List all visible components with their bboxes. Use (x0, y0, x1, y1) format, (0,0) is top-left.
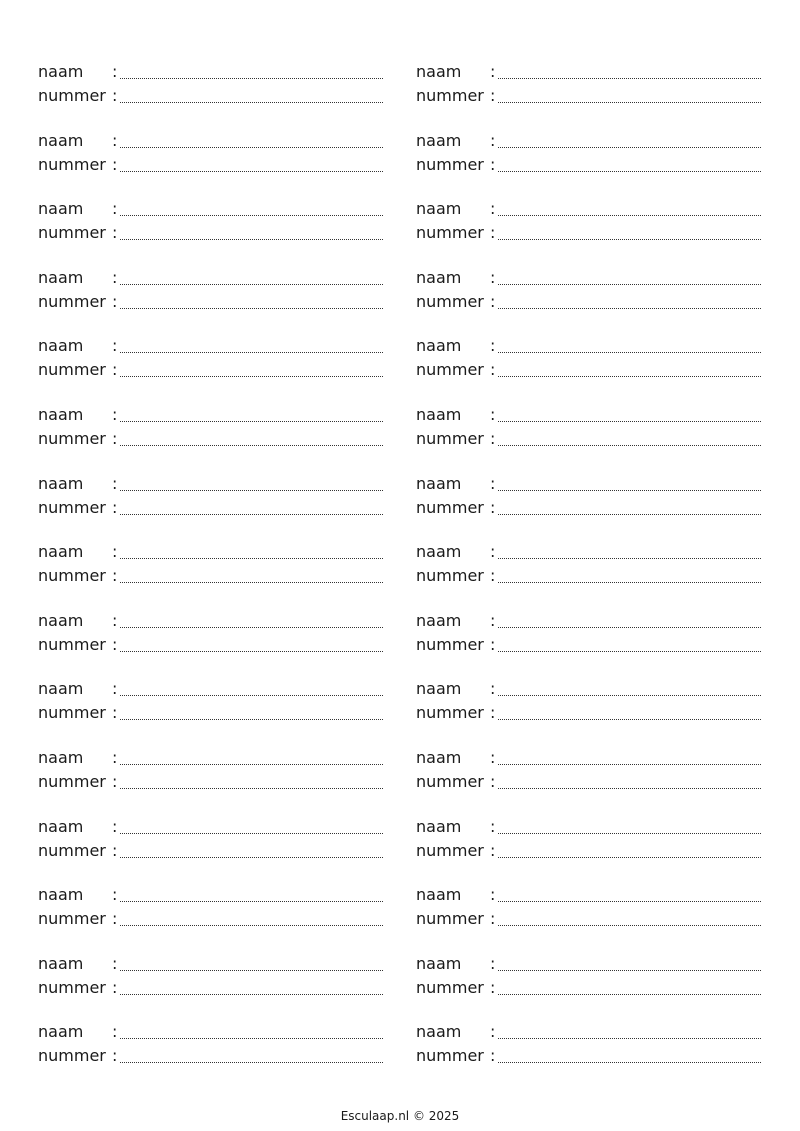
number-colon: : (112, 977, 118, 997)
number-write-line (498, 582, 761, 583)
label-block (416, 131, 761, 181)
label-block (416, 954, 761, 1004)
name-label: naam (38, 130, 84, 150)
number-colon: : (490, 223, 496, 243)
label-block (38, 542, 383, 592)
name-colon: : (490, 542, 496, 562)
name-label: naam (38, 199, 84, 219)
name-colon: : (112, 473, 118, 493)
name-label: naam (416, 610, 462, 630)
number-label: nummer (416, 497, 484, 517)
name-write-line (498, 901, 761, 902)
name-colon: : (490, 1022, 496, 1042)
name-line (416, 405, 761, 429)
name-colon: : (490, 610, 496, 630)
name-colon: : (112, 336, 118, 356)
number-write-line (120, 376, 383, 377)
name-line (416, 1022, 761, 1046)
number-write-line (498, 925, 761, 926)
name-line (416, 474, 761, 498)
label-block (38, 817, 383, 867)
name-line (416, 542, 761, 566)
number-write-line (498, 239, 761, 240)
number-line (416, 703, 761, 727)
name-line (416, 62, 761, 86)
name-write-line (498, 78, 761, 79)
number-colon: : (112, 497, 118, 517)
name-colon: : (490, 679, 496, 699)
number-line (38, 223, 383, 247)
number-line (38, 360, 383, 384)
number-colon: : (490, 703, 496, 723)
number-label: nummer (38, 154, 106, 174)
number-label: nummer (416, 566, 484, 586)
number-label: nummer (416, 360, 484, 380)
name-line (38, 611, 383, 635)
name-line (416, 748, 761, 772)
name-label: naam (416, 953, 462, 973)
name-write-line (498, 490, 761, 491)
name-write-line (120, 901, 383, 902)
number-colon: : (112, 909, 118, 929)
label-block (38, 611, 383, 661)
number-write-line (120, 651, 383, 652)
number-label: nummer (38, 1046, 106, 1066)
number-write-line (120, 308, 383, 309)
name-label: naam (38, 885, 84, 905)
name-colon: : (490, 405, 496, 424)
name-write-line (120, 78, 383, 79)
label-block (38, 405, 383, 455)
number-line (416, 841, 761, 865)
name-write-line (498, 284, 761, 285)
number-line (416, 1046, 761, 1070)
number-line (38, 772, 383, 796)
number-line (38, 1046, 383, 1070)
number-colon: : (490, 1046, 496, 1066)
label-block (38, 885, 383, 935)
label-block (416, 336, 761, 386)
name-colon: : (112, 130, 118, 150)
name-line (416, 611, 761, 635)
name-write-line (120, 421, 383, 422)
number-label: nummer (416, 223, 484, 243)
name-write-line (498, 147, 761, 148)
number-line (416, 155, 761, 179)
number-line (416, 635, 761, 659)
number-write-line (498, 788, 761, 789)
number-label: nummer (38, 497, 106, 517)
name-colon: : (490, 473, 496, 493)
name-write-line (498, 1038, 761, 1039)
number-colon: : (490, 840, 496, 860)
number-label: nummer (38, 429, 106, 448)
name-colon: : (490, 62, 496, 81)
name-label: naam (416, 816, 462, 836)
number-colon: : (490, 86, 496, 105)
name-write-line (120, 695, 383, 696)
name-colon: : (490, 267, 496, 287)
name-write-line (498, 627, 761, 628)
name-line (38, 679, 383, 703)
name-line (38, 885, 383, 909)
number-colon: : (112, 1046, 118, 1066)
number-colon: : (490, 497, 496, 517)
name-label: naam (38, 748, 84, 767)
number-colon: : (112, 223, 118, 243)
number-colon: : (490, 977, 496, 997)
name-colon: : (490, 199, 496, 219)
label-block (38, 268, 383, 318)
number-write-line (120, 788, 383, 789)
name-line (38, 954, 383, 978)
number-write-line (120, 994, 383, 995)
number-write-line (498, 514, 761, 515)
number-label: nummer (38, 977, 106, 997)
label-block (416, 268, 761, 318)
number-write-line (498, 857, 761, 858)
number-colon: : (490, 291, 496, 311)
name-colon: : (112, 953, 118, 973)
name-line (416, 336, 761, 360)
name-write-line (120, 1038, 383, 1039)
name-label: naam (416, 748, 462, 767)
name-colon: : (490, 336, 496, 356)
number-line (38, 909, 383, 933)
name-label: naam (416, 336, 462, 356)
name-colon: : (112, 267, 118, 287)
name-label: naam (416, 199, 462, 219)
label-block (416, 679, 761, 729)
number-write-line (120, 719, 383, 720)
number-line (416, 86, 761, 110)
name-label: naam (416, 473, 462, 493)
number-line (416, 909, 761, 933)
label-block (38, 131, 383, 181)
name-label: naam (416, 679, 462, 699)
name-write-line (120, 284, 383, 285)
label-block (416, 405, 761, 455)
number-label: nummer (416, 977, 484, 997)
number-line (416, 360, 761, 384)
number-write-line (498, 102, 761, 103)
number-label: nummer (38, 909, 106, 929)
label-block (416, 611, 761, 661)
name-line (416, 817, 761, 841)
number-write-line (120, 514, 383, 515)
name-colon: : (112, 405, 118, 424)
footer-copyright: Esculaap.nl © 2025 (340, 1109, 460, 1123)
label-block (38, 199, 383, 249)
number-write-line (120, 925, 383, 926)
number-line (38, 635, 383, 659)
number-label: nummer (416, 703, 484, 723)
number-write-line (498, 1062, 761, 1063)
number-label: nummer (38, 703, 106, 723)
label-block (416, 62, 761, 112)
name-colon: : (112, 199, 118, 219)
number-colon: : (490, 429, 496, 448)
name-write-line (498, 352, 761, 353)
name-colon: : (490, 953, 496, 973)
number-line (38, 292, 383, 316)
name-colon: : (112, 542, 118, 562)
name-line (416, 679, 761, 703)
number-colon: : (490, 154, 496, 174)
label-block (38, 474, 383, 524)
number-write-line (120, 171, 383, 172)
number-line (416, 978, 761, 1002)
name-colon: : (112, 885, 118, 905)
number-label: nummer (416, 634, 484, 654)
number-label: nummer (38, 360, 106, 380)
name-line (38, 336, 383, 360)
number-colon: : (112, 703, 118, 723)
name-label: naam (38, 62, 84, 81)
name-line (416, 199, 761, 223)
name-label: naam (38, 336, 84, 356)
name-colon: : (112, 610, 118, 630)
name-write-line (498, 764, 761, 765)
name-label: naam (416, 62, 462, 81)
name-line (38, 199, 383, 223)
number-colon: : (112, 291, 118, 311)
name-write-line (120, 352, 383, 353)
number-line (38, 155, 383, 179)
number-line (38, 498, 383, 522)
name-label: naam (38, 1022, 84, 1042)
number-write-line (120, 857, 383, 858)
name-colon: : (490, 816, 496, 836)
name-label: naam (38, 542, 84, 562)
name-line (416, 885, 761, 909)
name-write-line (120, 490, 383, 491)
number-label: nummer (416, 840, 484, 860)
number-line (416, 772, 761, 796)
number-label: nummer (38, 772, 106, 791)
number-line (38, 978, 383, 1002)
number-colon: : (112, 634, 118, 654)
number-line (38, 841, 383, 865)
name-label: naam (38, 405, 84, 424)
number-label: nummer (416, 909, 484, 929)
number-write-line (498, 651, 761, 652)
name-line (416, 131, 761, 155)
number-label: nummer (416, 291, 484, 311)
name-label: naam (416, 1022, 462, 1042)
number-label: nummer (38, 634, 106, 654)
name-label: naam (416, 405, 462, 424)
name-label: naam (38, 473, 84, 493)
number-colon: : (112, 772, 118, 791)
name-write-line (120, 627, 383, 628)
name-colon: : (112, 1022, 118, 1042)
number-write-line (120, 582, 383, 583)
name-label: naam (416, 885, 462, 905)
number-line (38, 703, 383, 727)
name-write-line (120, 215, 383, 216)
name-line (416, 268, 761, 292)
name-label: naam (416, 542, 462, 562)
number-write-line (120, 445, 383, 446)
label-block (38, 679, 383, 729)
name-write-line (498, 833, 761, 834)
number-line (38, 429, 383, 453)
number-label: nummer (38, 566, 106, 586)
number-write-line (498, 719, 761, 720)
number-line (416, 566, 761, 590)
name-write-line (120, 970, 383, 971)
number-line (38, 86, 383, 110)
number-colon: : (490, 634, 496, 654)
label-block (38, 336, 383, 386)
label-block (416, 474, 761, 524)
number-label: nummer (416, 772, 484, 791)
number-colon: : (490, 772, 496, 791)
name-line (416, 954, 761, 978)
number-colon: : (112, 86, 118, 105)
number-label: nummer (416, 86, 484, 105)
number-write-line (120, 1062, 383, 1063)
name-colon: : (112, 748, 118, 767)
label-block (38, 954, 383, 1004)
number-write-line (498, 376, 761, 377)
name-line (38, 131, 383, 155)
label-block (416, 542, 761, 592)
number-colon: : (112, 360, 118, 380)
name-label: naam (38, 610, 84, 630)
number-colon: : (112, 566, 118, 586)
name-line (38, 62, 383, 86)
label-block (416, 748, 761, 798)
name-label: naam (416, 130, 462, 150)
name-line (38, 748, 383, 772)
name-write-line (498, 421, 761, 422)
name-write-line (498, 558, 761, 559)
number-colon: : (490, 360, 496, 380)
name-colon: : (490, 885, 496, 905)
label-block (38, 1022, 383, 1072)
number-label: nummer (38, 223, 106, 243)
number-write-line (120, 102, 383, 103)
name-line (38, 268, 383, 292)
number-label: nummer (416, 154, 484, 174)
name-label: naam (416, 267, 462, 287)
name-write-line (120, 764, 383, 765)
number-label: nummer (38, 86, 106, 105)
name-write-line (120, 833, 383, 834)
number-colon: : (490, 909, 496, 929)
number-line (416, 498, 761, 522)
label-block (416, 817, 761, 867)
name-colon: : (490, 748, 496, 767)
name-colon: : (490, 130, 496, 150)
number-line (416, 292, 761, 316)
name-write-line (120, 558, 383, 559)
name-label: naam (38, 953, 84, 973)
name-write-line (498, 695, 761, 696)
number-label: nummer (416, 1046, 484, 1066)
number-write-line (120, 239, 383, 240)
label-block (38, 62, 383, 112)
number-label: nummer (38, 291, 106, 311)
number-write-line (498, 445, 761, 446)
number-line (38, 566, 383, 590)
name-line (38, 474, 383, 498)
name-line (38, 1022, 383, 1046)
name-line (38, 817, 383, 841)
label-block (416, 199, 761, 249)
name-write-line (120, 147, 383, 148)
label-block (38, 748, 383, 798)
number-colon: : (112, 154, 118, 174)
number-label: nummer (38, 840, 106, 860)
name-label: naam (38, 267, 84, 287)
name-write-line (498, 970, 761, 971)
name-write-line (498, 215, 761, 216)
label-block (416, 885, 761, 935)
name-colon: : (112, 62, 118, 81)
number-write-line (498, 308, 761, 309)
label-block (416, 1022, 761, 1072)
name-colon: : (112, 816, 118, 836)
number-write-line (498, 171, 761, 172)
number-colon: : (112, 840, 118, 860)
number-line (416, 223, 761, 247)
name-line (38, 542, 383, 566)
name-line (38, 405, 383, 429)
number-label: nummer (416, 429, 484, 448)
number-colon: : (490, 566, 496, 586)
name-label: naam (38, 679, 84, 699)
name-colon: : (112, 679, 118, 699)
name-label: naam (38, 816, 84, 836)
number-line (416, 429, 761, 453)
number-write-line (498, 994, 761, 995)
number-colon: : (112, 429, 118, 448)
